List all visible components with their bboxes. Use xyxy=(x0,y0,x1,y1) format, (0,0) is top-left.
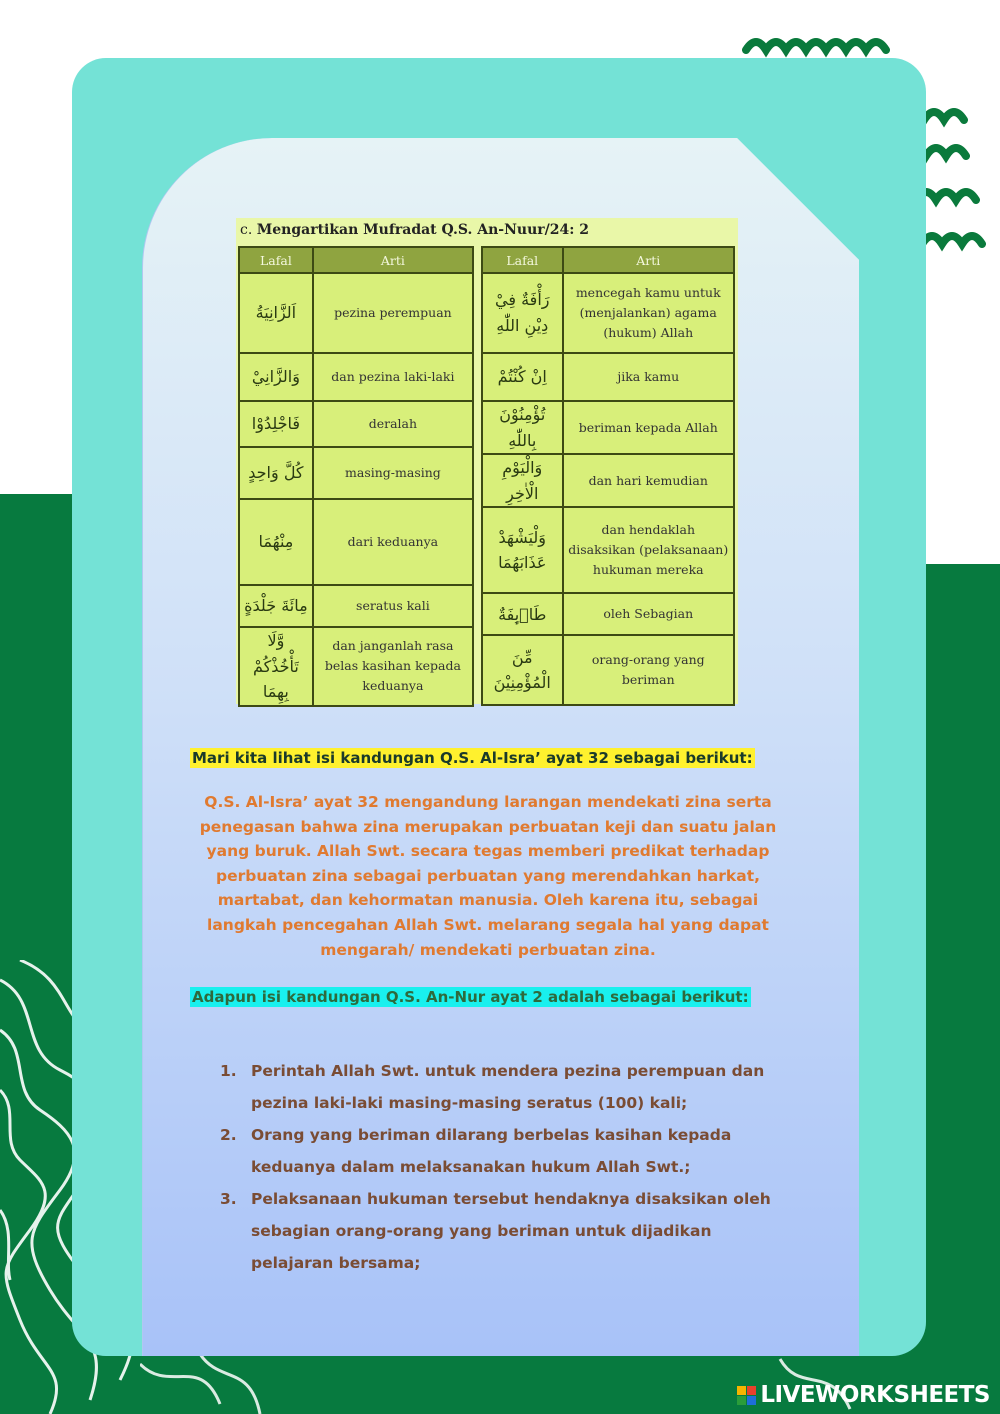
table-row xyxy=(482,273,734,353)
arti-cell: dari keduanya xyxy=(313,499,473,585)
table-row xyxy=(482,635,734,705)
lafal-cell: وَالزَّانِيْ xyxy=(239,353,313,401)
table-row xyxy=(239,273,473,353)
arti-cell: dan janganlah rasa belas kasihan kepada keduanya xyxy=(313,627,473,706)
table-row xyxy=(482,401,734,454)
table-row xyxy=(239,627,473,706)
list-text: Orang yang beriman dilarang berbelas kasihan kepada keduanya dalam melaksanakan hukum Allah Swt.; xyxy=(251,1126,732,1176)
list-text: Perintah Allah Swt. untuk mendera pezina perempuan dan pezina laki-laki masing-masing seratus (100) kali; xyxy=(251,1062,765,1112)
lafal-cell: فَاجْلِدُوْا xyxy=(239,401,313,447)
lafal-cell: اَلزَّانِيَةُ xyxy=(239,273,313,353)
logo-square-l xyxy=(737,1386,746,1395)
list-item xyxy=(220,1119,780,1183)
table-row xyxy=(482,454,734,507)
arti-cell: jika kamu xyxy=(563,353,734,401)
mufradat-table-block xyxy=(236,218,738,704)
mufradat-table-right xyxy=(481,246,735,706)
logo-square-e xyxy=(747,1396,756,1405)
arti-cell: dan hari kemudian xyxy=(563,454,734,507)
list-item xyxy=(220,1183,780,1279)
list-number: 3. xyxy=(220,1190,237,1208)
table-row xyxy=(482,353,734,401)
logo-square-v xyxy=(737,1396,746,1405)
arti-cell: deralah xyxy=(313,401,473,447)
lafal-cell: تُؤْمِنُوْنَ بِاللّٰهِ xyxy=(482,401,563,454)
lafal-cell: مِنْهُمَا xyxy=(239,499,313,585)
lafal-cell: مِائَةَ جَلْدَةٍ xyxy=(239,585,313,627)
list-item xyxy=(220,1055,780,1119)
table-row xyxy=(482,593,734,635)
lafal-cell: اِنْ كُنْتُمْ xyxy=(482,353,563,401)
header-arti: Arti xyxy=(313,247,473,273)
table-row xyxy=(239,585,473,627)
list-number: 2. xyxy=(220,1126,237,1144)
lafal-cell: وَالْيَوْمِ الْاٰخِرِ xyxy=(482,454,563,507)
list-number: 1. xyxy=(220,1062,237,1080)
arti-cell: masing-masing xyxy=(313,447,473,499)
arti-cell: mencegah kamu untuk (menjalankan) agama (hukum) Allah xyxy=(563,273,734,353)
lafal-cell: طَاۤىِٕفَةٌ xyxy=(482,593,563,635)
table-row xyxy=(239,401,473,447)
mufradat-table-title xyxy=(240,222,589,238)
table-row xyxy=(239,447,473,499)
arti-cell: oleh Sebagian xyxy=(563,593,734,635)
liveworksheets-brand[interactable] xyxy=(737,1382,990,1408)
mufradat-table-left xyxy=(238,246,474,707)
table-row xyxy=(239,353,473,401)
nur-content-list xyxy=(220,1055,780,1279)
header-lafal: Lafal xyxy=(482,247,563,273)
isra-paragraph: Q.S. Al-Isra’ ayat 32 mengandung larangan mendekati zina serta penegasan bahwa zina merupakan perbuatan keji dan suatu jalan yang buruk. Allah Swt. secara tegas memberi predikat terhadap perbuatan zina sebagai perbuatan yang merendahkan harkat, martabat, dan kehormatan manusia. Oleh karena itu, sebagai langkah pencegahan Allah Swt. melarang segala hal yang dapat mengarah/ mendekati perbuatan zina. xyxy=(199,793,777,959)
list-text: Pelaksanaan hukuman tersebut hendaknya disaksikan oleh sebagian orang-orang yang beriman untuk dijadikan pelajaran bersama; xyxy=(251,1190,771,1272)
table-row xyxy=(239,499,473,585)
lafal-cell: وَلْيَشْهَدْ عَذَابَهُمَا xyxy=(482,507,563,593)
arti-cell: seratus kali xyxy=(313,585,473,627)
header-arti: Arti xyxy=(563,247,734,273)
logo-square-i xyxy=(747,1386,756,1395)
table-title-text: Mengartikan Mufradat Q.S. An-Nuur/24: 2 xyxy=(256,222,590,238)
nur-heading: Adapun isi kandungan Q.S. An-Nur ayat 2 adalah sebagai berikut: xyxy=(192,988,749,1006)
arti-cell: beriman kepada Allah xyxy=(563,401,734,454)
isra-heading: Mari kita lihat isi kandungan Q.S. Al-Isra’ ayat 32 sebagai berikut: xyxy=(192,749,753,767)
liveworksheets-logo-icon xyxy=(737,1386,756,1405)
lafal-cell: رَأْفَةٌ فِيْ دِيْنِ اللّٰهِ xyxy=(482,273,563,353)
arti-cell: pezina perempuan xyxy=(313,273,473,353)
header-lafal: Lafal xyxy=(239,247,313,273)
arti-cell: dan pezina laki-laki xyxy=(313,353,473,401)
lafal-cell: كُلَّ وَاحِدٍ xyxy=(239,447,313,499)
arti-cell: orang-orang yang beriman xyxy=(563,635,734,705)
lafal-cell: مِّنَ الْمُؤْمِنِيْنَ xyxy=(482,635,563,705)
liveworksheets-wordmark: LIVEWORKSHEETS xyxy=(760,1382,990,1408)
section-letter: c. xyxy=(240,222,253,238)
arti-cell: dan hendaklah disaksikan (pelaksanaan) hukuman mereka xyxy=(563,507,734,593)
table-row xyxy=(482,507,734,593)
lafal-cell: وَّلَا تَأْخُذْكُمْ بِهِمَا xyxy=(239,627,313,706)
